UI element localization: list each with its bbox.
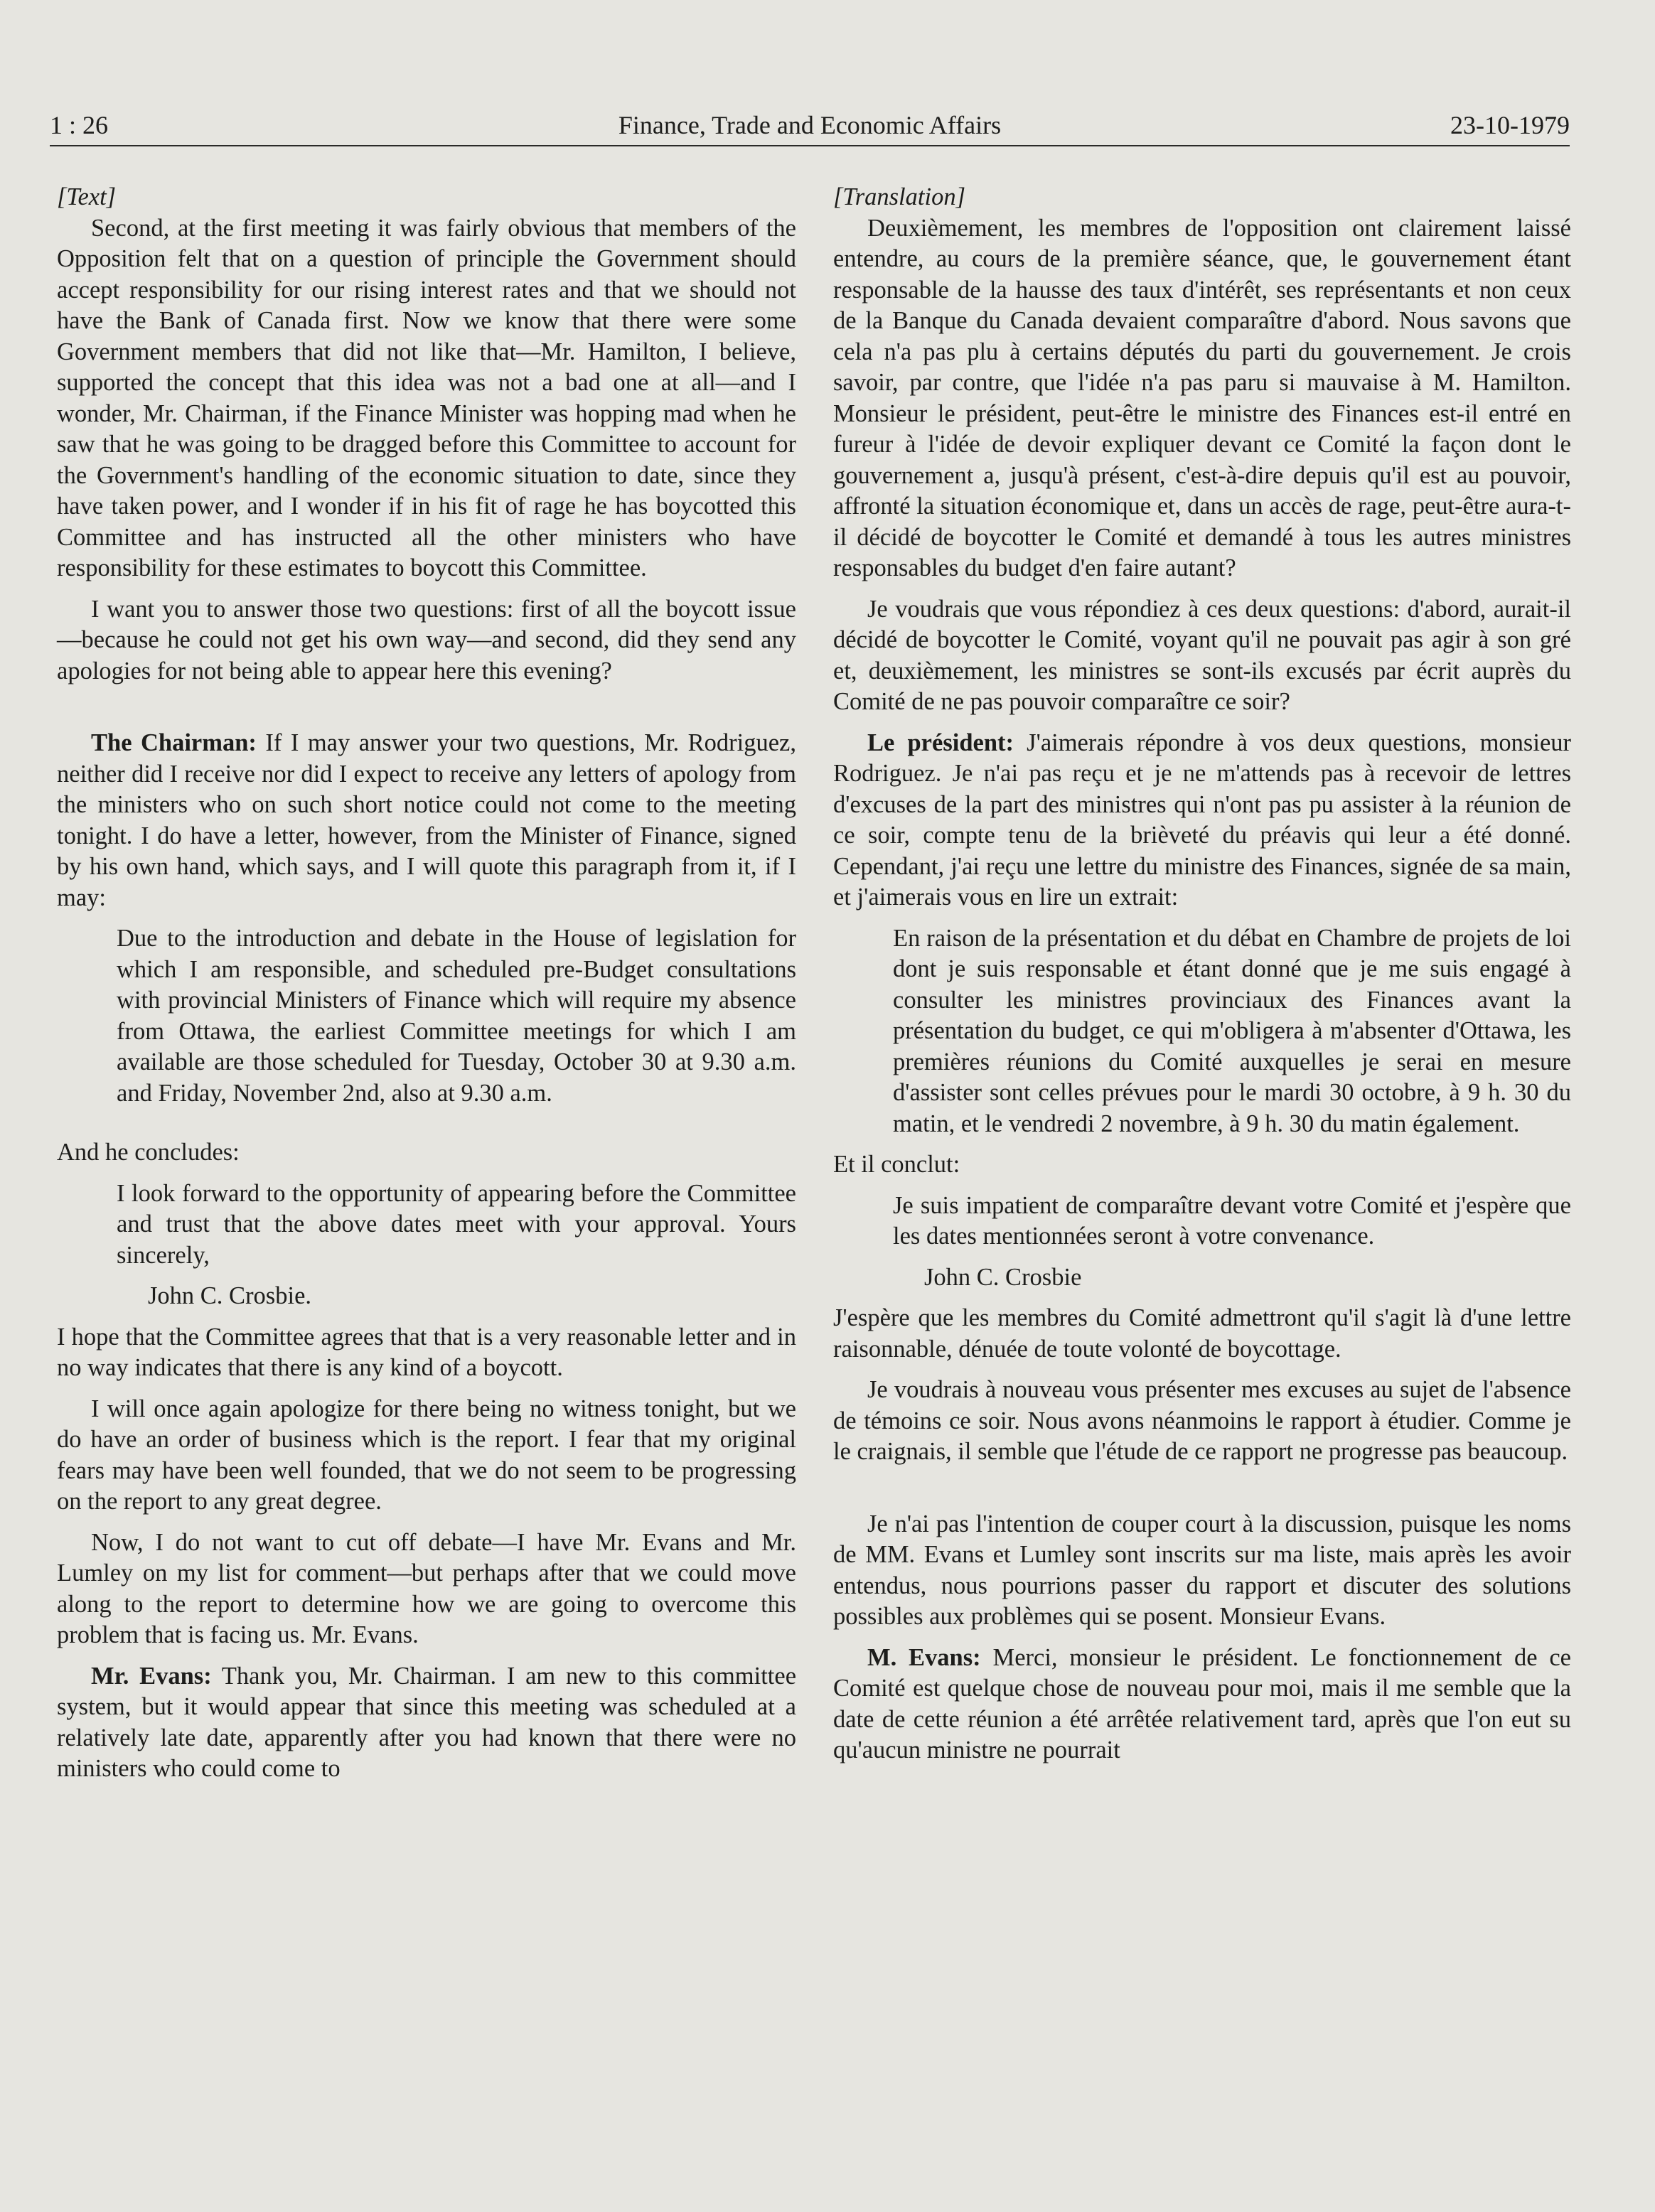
paragraph: Je voudrais à nouveau vous présenter mes excuses au sujet de l'absence de témoins ce soir. Nous avons néanmoins le rapport à étudier. Comme je le craignais, il semble que l'étude de ce rapport ne progresse pas beaucoup. [833,1376,1571,1465]
speaker-name: M. Evans: [867,1643,981,1671]
paragraph: J'espère que les membres du Comité admettront qu'il s'agit là d'une lettre raisonnable, dénuée de toute volonté de boycottage. [833,1304,1571,1363]
french-column [833,182,1571,1766]
speech-text: If I may answer your two questions, Mr. Rodriguez, neither did I receive nor did I expect to receive any letters of apology from the ministers who on such short notice could not come to the meeting tonight. I do have a letter, however, from the Minister of Finance, signed by his own hand, which says, and I will quote this paragraph from it, if I may: [57,729,796,911]
paragraph: Deuxièmement, les membres de l'opposition ont clairement laissé entendre, au cours de la première séance, que, le gouvernement étant responsable de la hausse des taux d'intérêt, ses représentants et non ceux de la Banque du Canada devaient comparaître d'abord. Nous savons que cela n'a pas plu à certains députés du parti du gouvernement. Je crois savoir, par contre, que l'idée n'a pas paru si mauvaise à M. Hamilton. Monsieur le président, peut-être le ministre des Finances est-il entré en fureur à l'idée de devoir expliquer devant ce Comité la façon dont le gouvernement a, jusqu'à présent, c'est-à-dire depuis qu'il est au pouvoir, affronté la situation économique et, dans un accès de rage, peut-être aura-t-il décidé de boycotter le Comité et demandé à tous les autres ministres responsables du budget d'en faire autant? [833,214,1571,581]
block-quote: Je suis impatient de comparaître devant votre Comité et j'espère que les dates mentionnées seront à votre convenance. [893,1191,1571,1250]
paragraph: I hope that the Committee agrees that that is a very reasonable letter and in no way indicates that there is any kind of a boycott. [57,1323,796,1381]
text-tag: [Text] [57,183,117,210]
paragraph [833,728,1571,913]
paragraph [833,1643,1571,1766]
paragraph: Je n'ai pas l'intention de couper court à la discussion, puisque les noms de MM. Evans et Lumley sont inscrits sur ma liste, mais après les avoir entendus, nous pourrions passer du rapport et discuter des solutions possibles aux problèmes qui se posent. Monsieur Evans. [833,1510,1571,1630]
running-header [50,105,1570,146]
paragraph: Second, at the first meeting it was fairly obvious that members of the Opposition felt that on a question of principle the Government should accept responsibility for our rising interest rates and that we should not have the Bank of Canada first. Now we know that there were some Government members that did not like that—Mr. Hamilton, I believe, supported the concept that this idea was not a bad one at all—and I wonder, Mr. Chairman, if the Finance Minister was hopping mad when he saw that he was going to be dragged before this Committee to account for the Government's handling of the economic situation to date, since they have taken power, and I wonder if in his fit of rage he has boycotted this Committee and has instructed all the other ministers who have responsibility for these estimates to boycott this Committee. [57,214,796,581]
paragraph: Now, I do not want to cut off debate—I have Mr. Evans and Mr. Lumley on my list for comment—but perhaps after that we could move along to the report to determine how we are going to overcome this problem that is facing us. Mr. Evans. [57,1528,796,1648]
english-column [57,182,796,1785]
block-quote: I look forward to the opportunity of appearing before the Committee and trust that the above dates meet with your approval. Yours sincerely, [117,1179,796,1269]
signature: John C. Crosbie [924,1263,1082,1291]
paragraph [57,1661,796,1785]
page-number: 1 : 26 [50,111,109,139]
block-quote: En raison de la présentation et du débat en Chambre de projets de loi dont je suis responsable et étant donné que je me suis engagé à consulter les ministres provinciaux des Finances avant la présentation du budget, ce qui m'obligera à m'absenter d'Ottawa, les premières réunions du Comité auxquelles je serai en mesure d'assister sont celles prévues pour le mardi 30 octobre, à 9 h. 30 du matin, et le vendredi 2 novembre, à 9 h. 30 du matin également. [893,924,1571,1137]
paragraph: Et il conclut: [833,1151,960,1178]
block-quote: Due to the introduction and debate in the House of legislation for which I am responsible, and scheduled pre-Budget consultations with provincial Ministers of Finance which will require my absence from Ottawa, the earliest Committee meetings for which I am available are those scheduled for Tuesday, October 30 at 9.30 a.m. and Friday, November 2nd, also at 9.30 a.m. [117,925,796,1107]
paragraph: I want you to answer those two questions: first of all the boycott issue—because he could not get his own way—and second, did they send any apologies for not being able to appear here this evening? [57,595,796,684]
paragraph: Je voudrais que vous répondiez à ces deux questions: d'abord, aurait-il décidé de boycotter le Comité, voyant qu'il ne pouvait pas agir à son gré et, deuxièmement, les ministres se sont-ils excusés par écrit auprès du Comité de ne pas pouvoir comparaître ce soir? [833,595,1571,715]
speech-text: J'aimerais répondre à vos deux questions, monsieur Rodriguez. Je n'ai pas reçu et je ne m'attends pas à recevoir de lettres d'excuses de la part des ministres qui n'ont pas pu assister à la réunion de ce soir, compte tenu de la brièveté du préavis qui leur a été donné. Cependant, j'ai reçu une lettre du ministre des Finances, signée de sa main, et j'aimerais vous en lire un extrait: [833,729,1571,911]
paragraph [57,728,796,913]
publication-title: Finance, Trade and Economic Affairs [618,111,1002,139]
speech-text: Thank you, Mr. Chairman. I am new to this committee system, but it would appear that since this meeting was scheduled at a relatively late date, apparently after you had known that there were no ministers who could come to [57,1662,797,1782]
speaker-name: The Chairman: [91,729,257,756]
paragraph: And he concludes: [57,1139,240,1166]
speech-text: Merci, monsieur le président. Le fonctionnement de ce Comité est quelque chose de nouveau pour moi, mais il me semble que la date de cette réunion a été arrêtée relativement tard, après que l'on eut su qu'aucun ministre ne pourrait [833,1643,1571,1763]
paragraph: I will once again apologize for there being no witness tonight, but we do have an order of business which is the report. I fear that my original fears may have been well founded, that we do not seem to be progressing on the report to any great degree. [57,1395,796,1515]
speaker-name: Mr. Evans: [91,1662,212,1690]
speaker-name: Le président: [867,729,1014,756]
translation-tag: [Translation] [833,183,965,210]
signature: John C. Crosbie. [148,1282,312,1309]
header-date: 23-10-1979 [1450,111,1570,139]
